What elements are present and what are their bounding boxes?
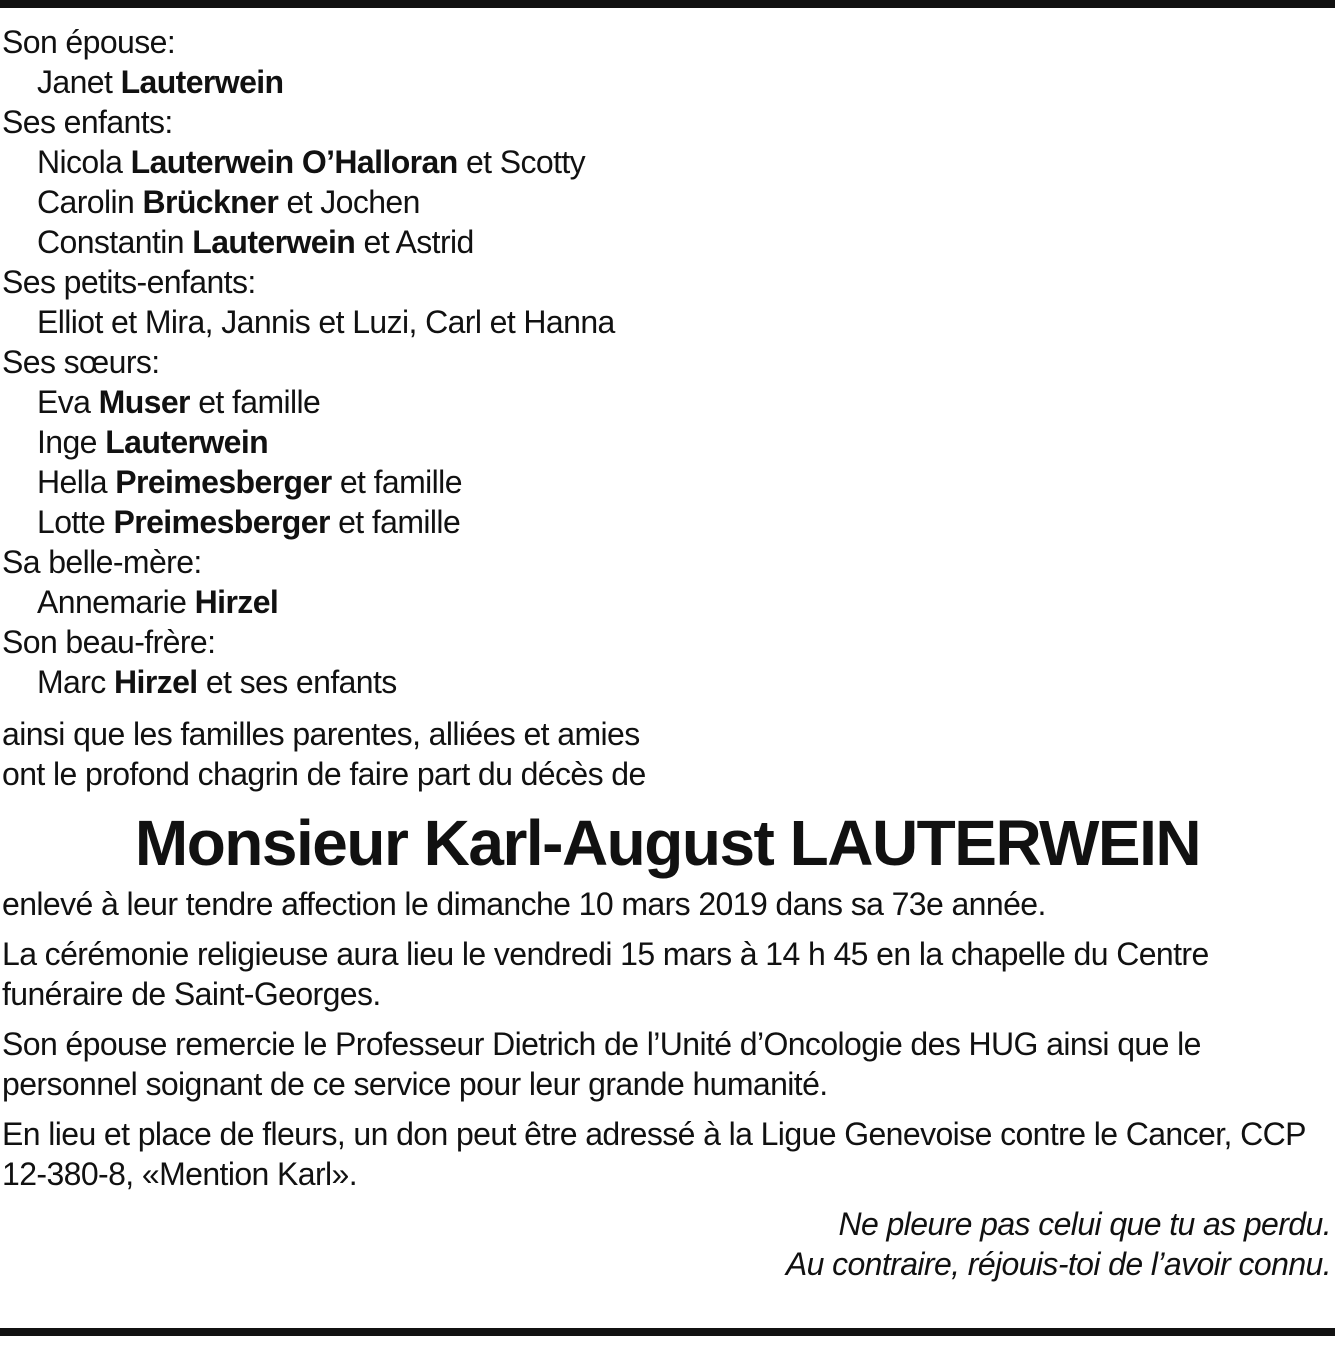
family-member bbox=[37, 182, 1333, 222]
member-surname: Lauterwein O’Halloran bbox=[130, 144, 458, 180]
family-member bbox=[37, 382, 1333, 422]
member-text: et Jochen bbox=[278, 184, 420, 220]
quote-line-2: Au contraire, réjouis-toi de l’avoir connu. bbox=[785, 1246, 1331, 1282]
family-member bbox=[37, 502, 1333, 542]
member-text: et famille bbox=[329, 504, 461, 540]
ceremony-paragraph: La cérémonie religieuse aura lieu le vendredi 15 mars à 14 h 45 en la chapelle du Centre funéraire de Saint-Georges. bbox=[2, 936, 1209, 1012]
relation-heading: Ses enfants: bbox=[2, 104, 173, 140]
donation-paragraph: En lieu et place de fleurs, un don peut être adressé à la Ligue Genevoise contre le Cancer, CCP 12-380-8, «Mention Karl». bbox=[2, 1116, 1306, 1192]
relation-heading: Sa belle-mère: bbox=[2, 544, 202, 580]
member-text: Marc bbox=[37, 664, 115, 700]
family-member bbox=[37, 422, 1333, 462]
family-member bbox=[37, 462, 1333, 502]
closing-quote bbox=[2, 1204, 1333, 1284]
obituary-notice bbox=[2, 22, 1333, 1284]
member-text: Carolin bbox=[37, 184, 143, 220]
member-text: Hella bbox=[37, 464, 116, 500]
member-text: Janet bbox=[37, 64, 121, 100]
member-surname: Preimesberger bbox=[113, 504, 330, 540]
member-text: et famille bbox=[189, 384, 321, 420]
member-surname: Brückner bbox=[142, 184, 279, 220]
member-surname: Lauterwein bbox=[120, 64, 284, 100]
family-member bbox=[37, 222, 1333, 262]
member-text: Nicola bbox=[37, 144, 131, 180]
member-surname: Hirzel bbox=[194, 584, 279, 620]
top-rule bbox=[0, 0, 1335, 8]
relation-heading: Ses sœurs: bbox=[2, 344, 160, 380]
member-text: Elliot et Mira, Jannis et Luzi, Carl et Hanna bbox=[37, 304, 615, 340]
relation-heading: Son épouse: bbox=[2, 24, 176, 60]
family-member bbox=[37, 582, 1333, 622]
member-text: et Astrid bbox=[355, 224, 474, 260]
member-surname: Lauterwein bbox=[192, 224, 356, 260]
thanks-paragraph: Son épouse remercie le Professeur Dietrich de l’Unité d’Oncologie des HUG ainsi que le personnel soignant de ce service pour leur grande humanité. bbox=[2, 1026, 1201, 1102]
family-member bbox=[37, 62, 1333, 102]
family-list bbox=[2, 22, 1333, 702]
member-surname: Hirzel bbox=[114, 664, 198, 700]
intro-line-1: ainsi que les familles parentes, alliées et amies bbox=[2, 716, 640, 752]
member-text: Eva bbox=[37, 384, 99, 420]
quote-line-1: Ne pleure pas celui que tu as perdu. bbox=[838, 1206, 1331, 1242]
intro bbox=[2, 714, 1333, 794]
family-member bbox=[37, 662, 1333, 702]
member-text: Inge bbox=[37, 424, 106, 460]
member-text: Lotte bbox=[37, 504, 114, 540]
member-text: Annemarie bbox=[37, 584, 195, 620]
family-member bbox=[37, 302, 1333, 342]
family-member bbox=[37, 142, 1333, 182]
relation-heading: Ses petits-enfants: bbox=[2, 264, 256, 300]
relation-heading: Son beau-frère: bbox=[2, 624, 216, 660]
member-surname: Preimesberger bbox=[115, 464, 332, 500]
member-text: et famille bbox=[331, 464, 462, 500]
bottom-rule bbox=[0, 1328, 1335, 1336]
member-text: et Scotty bbox=[457, 144, 586, 180]
passing-paragraph: enlevé à leur tendre affection le dimanche 10 mars 2019 dans sa 73e année. bbox=[2, 886, 1046, 922]
intro-line-2: ont le profond chagrin de faire part du décès de bbox=[2, 756, 646, 792]
member-surname: Lauterwein bbox=[105, 424, 269, 460]
member-text: Constantin bbox=[37, 224, 193, 260]
member-surname: Muser bbox=[98, 384, 190, 420]
deceased-name: Monsieur Karl-August LAUTERWEIN bbox=[134, 807, 1201, 879]
member-text: et ses enfants bbox=[197, 664, 397, 700]
